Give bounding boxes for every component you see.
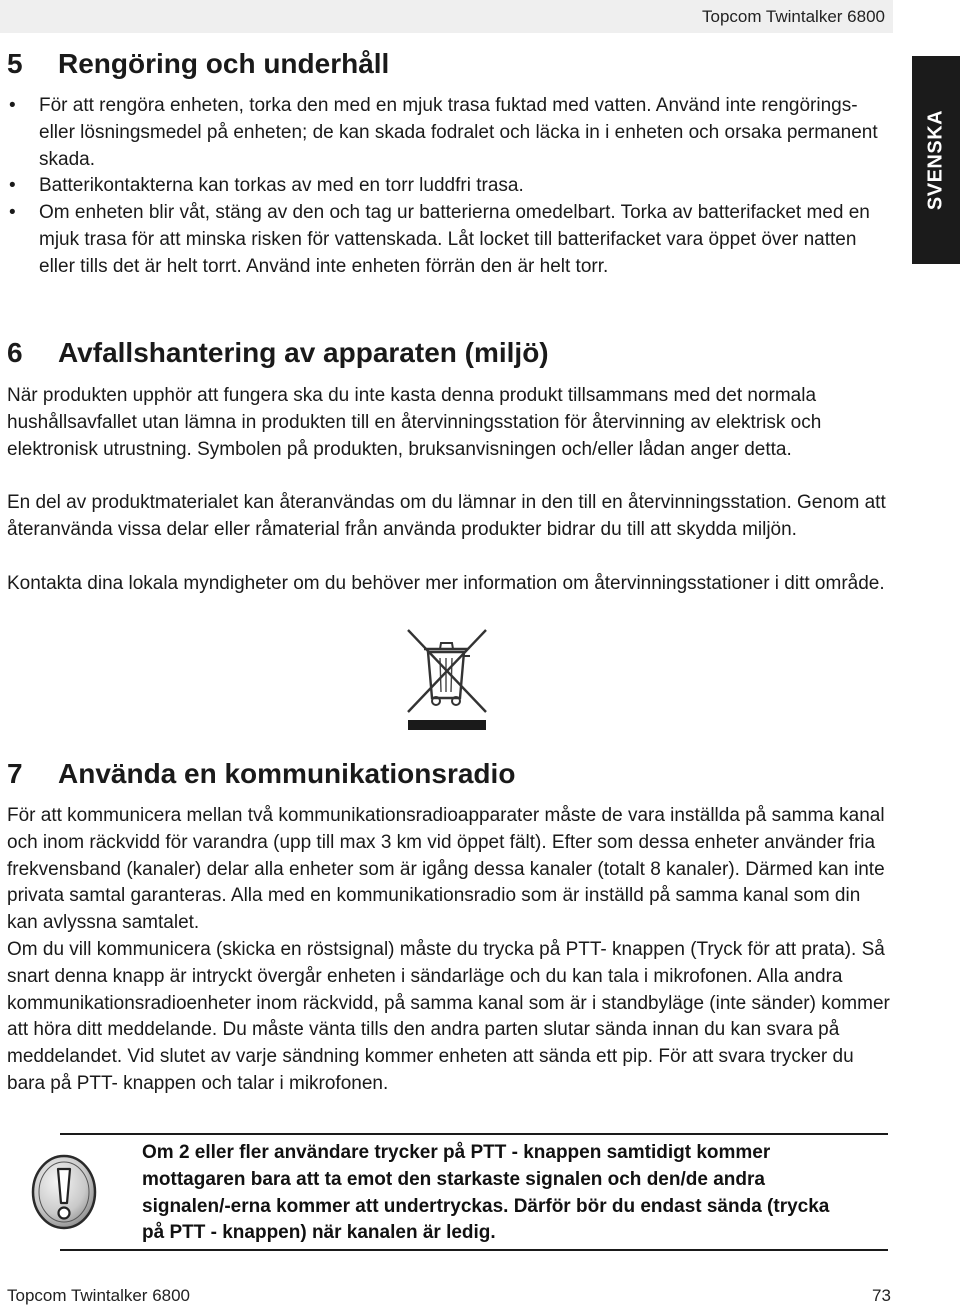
header-title: Topcom Twintalker 6800 [701, 7, 885, 26]
bullet-item: • För att rengöra enheten, torka den med en mjuk trasa fuktad med vatten. Använd inte rengörings- eller lösningsmedel på enheten; de kan skada fodralet och läcka in i enheten och orsaka permanent skada. [7, 93, 895, 173]
section-6-title: Avfallshantering av apparaten (miljö) [58, 337, 549, 368]
page-header [0, 0, 893, 33]
section-6-paragraph-2: En del av produktmaterialet kan återanvändas om du lämnar in den till en återvinningsstation. Genom att återanvända vissa delar eller råmaterial från använda produkter bidrar du till att skydda miljön. [7, 492, 886, 540]
note-text: Om 2 eller fler användare trycker på PTT - knappen samtidigt kommer mottagaren bara att ta emot den starkaste signalen och den/de andra signalen/-erna kommer att undertryckas. Därför bör du endast sända (trycka på PTT - knappen) när kanalen är ledig. [142, 1142, 830, 1244]
footer-title: Topcom Twintalker 6800 [7, 1286, 191, 1305]
language-tab [912, 56, 960, 264]
section-7-title: Använda en kommunikationsradio [58, 758, 516, 789]
section-6-paragraph-1: När produkten upphör att fungera ska du inte kasta denna produkt tillsammans med det normala hushållsavfallet utan lämna in produkten till en återvinningsstation för återvinning av elektrisk och elektronisk utrustning. Symbolen på produkten, bruksanvisningen och/eller lådan anger detta. [7, 385, 822, 460]
note-box [60, 1133, 888, 1251]
section-6-number: 6 [7, 337, 23, 368]
page-number: 73 [872, 1286, 891, 1305]
bullet-item: • Om enheten blir våt, stäng av den och tag ur batterierna omedelbart. Torka av batterifacket med en mjuk trasa för att minska risken för vattenskada. Låt locket till batterifacket vara öppet över natten eller tills det är helt torrt. Använd inte enheten förrän den är helt torr. [7, 200, 895, 280]
section-7-number: 7 [7, 758, 23, 789]
section-5-heading [7, 48, 389, 80]
section-5-title: Rengöring och underhåll [58, 48, 390, 79]
section-5-bullet-list [7, 93, 895, 281]
section-7-heading [7, 758, 515, 790]
warning-exclamation-icon [29, 1153, 99, 1231]
section-6-heading [7, 337, 549, 369]
bullet-item: • Batterikontakterna kan torkas av med en torr luddfri trasa. [7, 173, 895, 200]
section-6-paragraph-3: Kontakta dina lokala myndigheter om du behöver mer information om återvinningsstationer i ditt område. [7, 573, 885, 594]
section-7-paragraph-2: Om du vill kommunicera (skicka en röstsignal) måste du trycka på PTT- knappen (Tryck för att prata). Så snart denna knapp är intryckt övergår enheten i sändarläge och du kan tala i mikrofonen. Alla andra kommunikationsradioenheter inom räckvidd, på samma kanal som är i standbyläge (inte sänder) kommer att höra ditt meddelande. Du måste vänta tills den andra parten slutar sända innan du kan svara på meddelandet. Vid slutet av varje sändning kommer enheten att sända ett pip. För att svara trycker du bara på PTT- knappen och talar i mikrofonen. [7, 939, 890, 1094]
section-5-number: 5 [7, 48, 23, 79]
language-tab-label: SVENSKA [924, 109, 947, 211]
section-7-paragraph-1: För att kommunicera mellan två kommunikationsradioapparater måste de vara inställda på samma kanal och inom räckvidd för varandra (upp till max 3 km vid öppet fält). Efter som dessa enheter använder fria frekvensband (kanaler) delar alla enheter som är igång dessa kanaler (totalt 8 kanaler). Därmed kan inte privata samtal garanteras. Alla med en kommunikationsradio som är inställd på samma kanal som din kan avlyssna samtalet. [7, 805, 885, 934]
crossed-out-wheelie-bin-icon [402, 628, 490, 732]
